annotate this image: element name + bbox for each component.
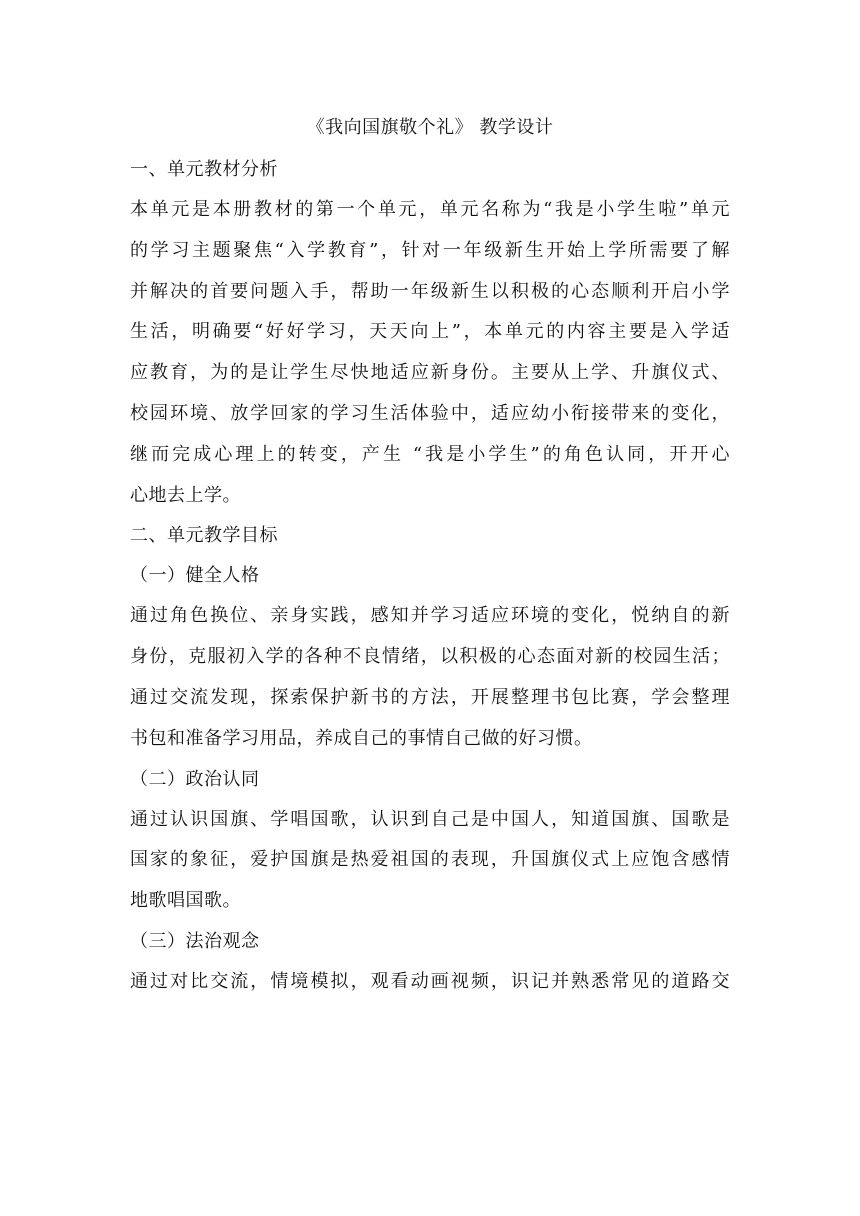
paragraph-line: 心地去上学。 bbox=[130, 484, 241, 506]
analysis-paragraph bbox=[130, 190, 730, 516]
paragraph-line: 生活，明确要“好好学习，天天向上”，本单元的内容主要是入学适 bbox=[130, 321, 730, 343]
section-heading-objectives: 二、单元教学目标 bbox=[130, 525, 278, 547]
paragraph-line: 书包和准备学习用品，养成自己的事情自己做的好习惯。 bbox=[130, 727, 593, 749]
paragraph-line: 地歌唱国歌。 bbox=[130, 890, 241, 912]
paragraph-line: 通过对比交流，情境模拟，观看动画视频，识记并熟悉常见的道路交 bbox=[130, 970, 730, 992]
political-paragraph bbox=[130, 800, 730, 922]
personality-paragraph bbox=[130, 596, 730, 759]
paragraph-line: 校园环境、放学回家的学习生活体验中，适应幼小衔接带来的变化， bbox=[130, 402, 730, 424]
paragraph-line: 身份，克服初入学的各种不良情绪，以积极的心态面对新的校园生活； bbox=[130, 646, 730, 668]
paragraph-line: 通过角色换位、亲身实践，感知并学习适应环境的变化，悦纳自的新 bbox=[130, 605, 730, 627]
subsection-heading-personality: （一）健全人格 bbox=[130, 565, 260, 587]
paragraph-line: 并解决的首要问题入手，帮助一年级新生以积极的心态顺利开启小学 bbox=[130, 280, 730, 302]
paragraph-line: 继而完成心理上的转变，产生 “我是小学生”的角色认同，开开心 bbox=[130, 443, 730, 465]
paragraph-line: 国家的象征，爱护国旗是热爱祖国的表现，升国旗仪式上应饱含感情 bbox=[130, 849, 730, 871]
paragraph-line: 通过交流发现，探索保护新书的方法，开展整理书包比赛，学会整理 bbox=[130, 686, 730, 708]
paragraph-line: 应教育，为的是让学生尽快地适应新身份。主要从上学、升旗仪式、 bbox=[130, 362, 730, 384]
subsection-heading-law: （三）法治观念 bbox=[130, 930, 260, 952]
document-title: 《我向国旗敬个礼》 教学设计 bbox=[306, 117, 554, 138]
paragraph-line: 通过认识国旗、学唱国歌，认识到自己是中国人，知道国旗、国歌是 bbox=[130, 808, 730, 830]
subsection-heading-political: （二）政治认同 bbox=[130, 768, 260, 790]
paragraph-line: 本单元是本册教材的第一个单元，单元名称为“我是小学生啦”单元 bbox=[130, 199, 730, 220]
document-page bbox=[130, 112, 730, 1003]
law-paragraph bbox=[130, 962, 730, 1003]
section-heading-analysis: 一、单元教材分析 bbox=[130, 159, 278, 180]
paragraph-line: 的学习主题聚焦“入学教育”，针对一年级新生开始上学所需要了解 bbox=[130, 239, 730, 261]
